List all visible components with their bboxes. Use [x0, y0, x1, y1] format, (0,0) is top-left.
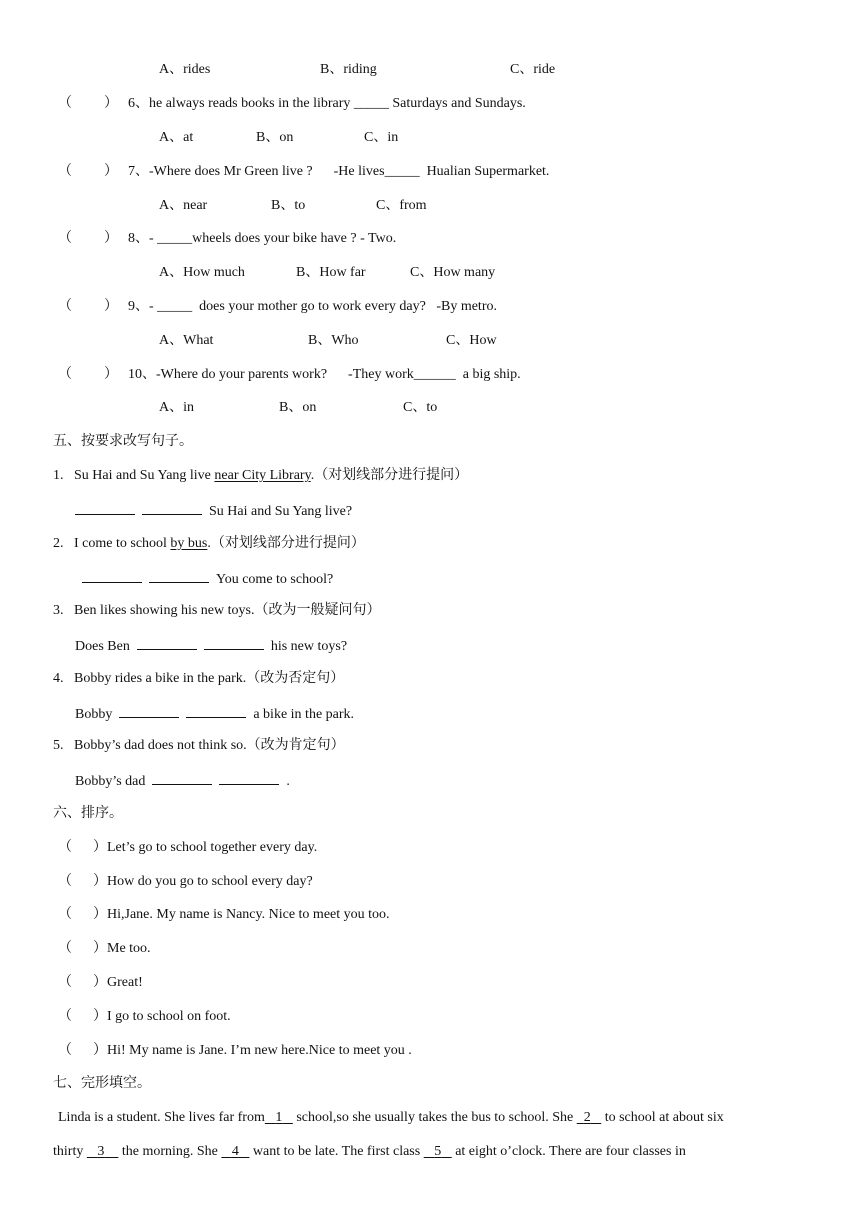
s5-q4	[53, 670, 344, 688]
q9-paren-open: （	[58, 299, 72, 314]
s6-item-4-paren[interactable]: （ ）	[58, 941, 107, 956]
q5-option-b: B、riding	[320, 62, 377, 77]
s7-blank-4-num: 4	[231, 1144, 239, 1159]
s7-line2-c: want to be late. The first class	[249, 1144, 424, 1159]
q6-paren-close: ）	[104, 96, 118, 111]
q8-text: 8、- _____wheels does your bike have ? - Two.	[128, 231, 397, 246]
s6-item-1	[58, 839, 317, 857]
s5-q1-answer	[75, 501, 352, 521]
s5-q2-answer	[82, 569, 333, 589]
s5-q2-pre: I come to school	[74, 536, 171, 551]
s5-q2-blank-1[interactable]	[82, 569, 142, 583]
s5-q3-num: 3.	[53, 603, 64, 618]
q7-paren-close: ）	[104, 164, 118, 179]
q10-paren-close: ）	[104, 367, 118, 382]
q10-paren-open: （	[58, 367, 72, 382]
s7-line1-a: Linda is a student. She lives far from	[58, 1110, 265, 1125]
q6-text: 6、he always reads books in the library _____ Saturdays and Sundays.	[128, 96, 526, 111]
s6-item-5-text: Great!	[107, 975, 143, 990]
s5-q2	[53, 535, 365, 553]
s7-line-1	[58, 1109, 724, 1127]
q7-text: 7、-Where does Mr Green live ? -He lives_____ Hualian Supermarket.	[128, 164, 550, 179]
q8-paren-open: （	[58, 231, 72, 246]
s7-blank-4[interactable]	[221, 1144, 249, 1159]
q7-paren-open: （	[58, 164, 72, 179]
s5-q4-num: 4.	[53, 671, 64, 686]
s5-q5-blank-2[interactable]	[219, 771, 279, 785]
s5-q1	[53, 467, 468, 485]
s5-q1-blank-1[interactable]	[75, 501, 135, 515]
q5-option-c: C、ride	[510, 62, 556, 77]
s5-q2-underlined: by bus	[170, 536, 208, 551]
s7-line1-b: school,so she usually takes the bus to school. She	[292, 1110, 577, 1125]
q10-text: 10、-Where do your parents work? -They work______ a big ship.	[128, 367, 521, 382]
s6-item-2	[58, 873, 313, 891]
s5-q1-num: 1.	[53, 468, 64, 483]
s5-q3-answer	[75, 636, 347, 656]
s7-blank-3-num: 3	[97, 1144, 105, 1159]
s5-q4-answer	[75, 704, 354, 724]
s5-q4-answer-pre: Bobby	[75, 707, 113, 722]
q9-option-a: A、What	[159, 333, 214, 348]
q7-option-c: C、from	[376, 198, 427, 213]
q7-option-a: A、near	[159, 198, 208, 213]
q10-option-c: C、to	[403, 400, 438, 415]
q10-option-b: B、on	[279, 400, 317, 415]
q9-option-c: C、How	[446, 333, 497, 348]
s5-q5-answer-post: .	[286, 774, 290, 789]
s6-item-5	[58, 974, 143, 992]
s6-item-6-text: I go to school on foot.	[107, 1009, 231, 1024]
s7-line2-d: at eight o’clock. There are four classes in	[451, 1144, 686, 1159]
section7-heading: 七、完形填空。	[53, 1076, 151, 1091]
s5-q2-blank-2[interactable]	[149, 569, 209, 583]
s5-q5-pre: Bobby’s dad does not think so.（改为肯定句）	[74, 738, 345, 753]
q6-paren-open: （	[58, 96, 72, 111]
s5-q4-answer-post: a bike in the park.	[253, 707, 355, 722]
s6-item-5-paren[interactable]: （ ）	[58, 975, 107, 990]
s6-item-1-text: Let’s go to school together every day.	[107, 840, 318, 855]
s5-q5-answer	[75, 771, 290, 791]
s5-q1-answer-post: Su Hai and Su Yang live?	[209, 504, 353, 519]
s5-q5	[53, 737, 345, 755]
s7-blank-5[interactable]	[424, 1144, 452, 1159]
s5-q1-pre: Su Hai and Su Yang live	[74, 468, 215, 483]
s6-item-1-paren[interactable]: （ ）	[58, 840, 107, 855]
s6-item-3-paren[interactable]: （ ）	[58, 907, 107, 922]
s5-q3-pre: Ben likes showing his new toys.（改为一般疑问句）	[74, 603, 381, 618]
s5-q5-blank-1[interactable]	[152, 771, 212, 785]
s7-blank-1-num: 1	[275, 1110, 283, 1125]
q8-option-b: B、How far	[296, 265, 366, 280]
s6-item-7-paren[interactable]: （ ）	[58, 1043, 107, 1058]
s6-item-3-text: Hi,Jane. My name is Nancy. Nice to meet you too.	[107, 907, 390, 922]
s6-item-2-text: How do you go to school every day?	[107, 874, 313, 889]
q7-option-b: B、to	[271, 198, 306, 213]
s7-blank-1[interactable]	[265, 1110, 293, 1125]
s5-q5-answer-pre: Bobby’s dad	[75, 774, 146, 789]
s5-q1-underlined: near City Library	[214, 468, 311, 483]
q8-option-a: A、How much	[159, 265, 245, 280]
q9-text: 9、- _____ does your mother go to work every day? -By metro.	[128, 299, 497, 314]
s6-item-6-paren[interactable]: （ ）	[58, 1009, 107, 1024]
section6-heading: 六、排序。	[53, 806, 123, 821]
s7-line-2	[53, 1143, 686, 1161]
s6-item-7	[58, 1042, 412, 1060]
q10-option-a: A、in	[159, 400, 194, 415]
s6-item-4-text: Me too.	[107, 941, 151, 956]
s7-blank-5-num: 5	[434, 1144, 442, 1159]
s7-line2-a: thirty	[53, 1144, 87, 1159]
q6-option-c: C、in	[364, 130, 399, 145]
s5-q3-blank-1[interactable]	[137, 636, 197, 650]
q9-option-b: B、Who	[308, 333, 359, 348]
s6-item-4	[58, 940, 151, 958]
section5-heading: 五、按要求改写句子。	[53, 434, 193, 449]
s7-blank-2[interactable]	[577, 1110, 602, 1125]
s7-blank-2-num: 2	[583, 1110, 591, 1125]
s5-q3-answer-pre: Does Ben	[75, 639, 130, 654]
s7-line2-b: the morning. She	[118, 1144, 222, 1159]
s5-q2-num: 2.	[53, 536, 64, 551]
q6-option-a: A、at	[159, 130, 194, 145]
q9-paren-close: ）	[104, 299, 118, 314]
s7-line1-c: to school at about six	[601, 1110, 724, 1125]
s5-q2-answer-post: You come to school?	[216, 572, 334, 587]
s5-q5-num: 5.	[53, 738, 64, 753]
s5-q3-answer-post: his new toys?	[270, 639, 348, 654]
s5-q4-blank-2[interactable]	[186, 704, 246, 718]
s6-item-3	[58, 906, 390, 924]
s6-item-2-paren[interactable]: （ ）	[58, 874, 107, 889]
s5-q3-blank-2[interactable]	[204, 636, 264, 650]
s5-q1-post: .（对划线部分进行提问）	[310, 468, 469, 483]
q8-option-c: C、How many	[410, 265, 496, 280]
s5-q2-post: .（对划线部分进行提问）	[207, 536, 365, 551]
s5-q3	[53, 602, 380, 620]
s6-item-7-text: Hi! My name is Jane. I’m new here.Nice to meet you .	[107, 1043, 412, 1058]
s5-q4-blank-1[interactable]	[119, 704, 179, 718]
q6-option-b: B、on	[256, 130, 294, 145]
s6-item-6	[58, 1008, 231, 1026]
s5-q4-pre: Bobby rides a bike in the park.（改为否定句）	[74, 671, 345, 686]
q5-option-a: A、rides	[159, 62, 211, 77]
s5-q1-blank-2[interactable]	[142, 501, 202, 515]
q8-paren-close: ）	[104, 231, 118, 246]
s7-blank-3[interactable]	[87, 1144, 119, 1159]
